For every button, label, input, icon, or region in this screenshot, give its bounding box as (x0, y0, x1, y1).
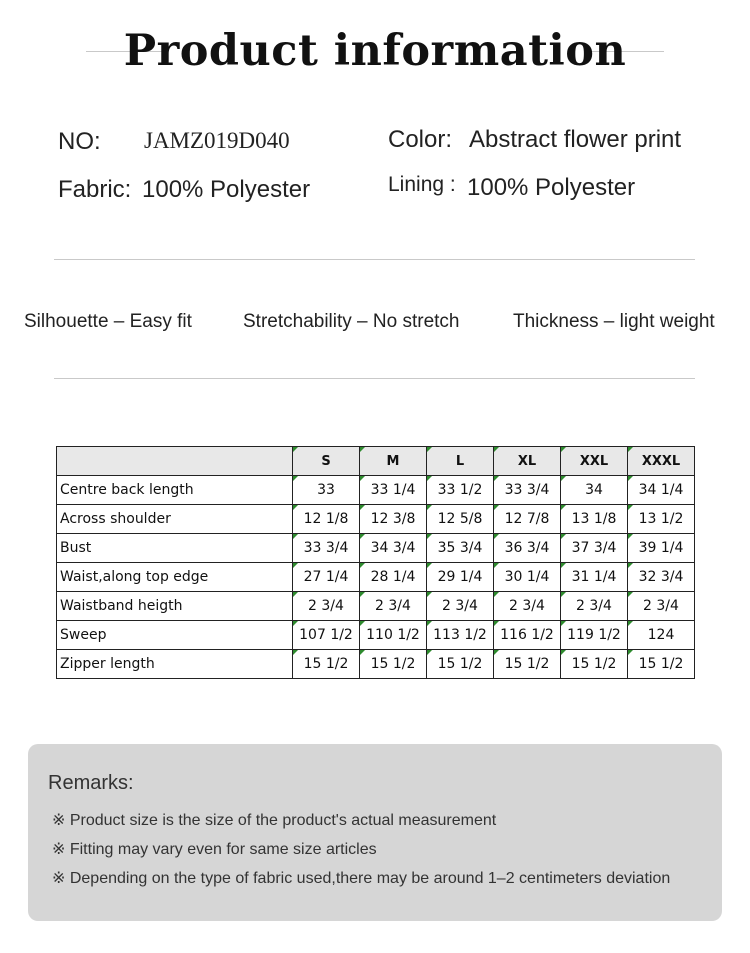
no-label: NO: (58, 128, 101, 155)
table-row (57, 476, 695, 505)
table-cell: 27 1/4 (293, 563, 360, 592)
row-label: Waist,along top edge (57, 563, 293, 592)
row-label: Centre back length (57, 476, 293, 505)
table-cell: 124 (628, 621, 695, 650)
table-cell: 12 1/8 (293, 505, 360, 534)
table-cell: 33 (293, 476, 360, 505)
divider-top (54, 259, 695, 260)
table-cell: 2 3/4 (293, 592, 360, 621)
table-cell: 28 1/4 (360, 563, 427, 592)
silhouette-attr: Silhouette – Easy fit (24, 311, 192, 332)
table-row (57, 534, 695, 563)
table-row (57, 505, 695, 534)
no-value: JAMZ019D040 (144, 128, 290, 153)
table-cell: 39 1/4 (628, 534, 695, 563)
table-cell: 12 5/8 (427, 505, 494, 534)
table-cell: 30 1/4 (494, 563, 561, 592)
table-cell: 33 3/4 (293, 534, 360, 563)
table-cell: 33 1/2 (427, 476, 494, 505)
lining-value: 100% Polyester (467, 174, 636, 201)
table-cell: 37 3/4 (561, 534, 628, 563)
row-label: Waistband heigth (57, 592, 293, 621)
table-cell: 15 1/2 (628, 650, 695, 679)
table-cell: 15 1/2 (293, 650, 360, 679)
remark-item: ※ Depending on the type of fabric used,there may be around 1–2 centimeters deviation (52, 870, 671, 887)
size-header-xxl: XXL (561, 447, 628, 476)
remarks-panel (28, 744, 722, 921)
divider-bottom (54, 378, 695, 379)
table-cell: 36 3/4 (494, 534, 561, 563)
size-table (56, 446, 695, 679)
table-cell: 12 7/8 (494, 505, 561, 534)
remark-item: ※ Fitting may vary even for same size articles (52, 841, 377, 858)
size-header-s: S (293, 447, 360, 476)
size-header-l: L (427, 447, 494, 476)
table-cell: 2 3/4 (427, 592, 494, 621)
table-row (57, 621, 695, 650)
row-label: Zipper length (57, 650, 293, 679)
row-label: Sweep (57, 621, 293, 650)
table-cell: 116 1/2 (494, 621, 561, 650)
stretchability-attr: Stretchability – No stretch (243, 311, 460, 332)
table-cell: 34 3/4 (360, 534, 427, 563)
fabric-label: Fabric: (58, 176, 132, 203)
table-cell: 113 1/2 (427, 621, 494, 650)
table-row (57, 563, 695, 592)
header-blank (57, 447, 293, 476)
table-cell: 15 1/2 (561, 650, 628, 679)
table-cell: 2 3/4 (494, 592, 561, 621)
table-cell: 35 3/4 (427, 534, 494, 563)
table-cell: 31 1/4 (561, 563, 628, 592)
table-cell: 34 1/4 (628, 476, 695, 505)
table-cell: 34 (561, 476, 628, 505)
table-cell: 32 3/4 (628, 563, 695, 592)
table-cell: 15 1/2 (427, 650, 494, 679)
table-row (57, 592, 695, 621)
thickness-attr: Thickness – light weight (513, 311, 715, 332)
table-cell: 15 1/2 (360, 650, 427, 679)
color-value: Abstract flower print (469, 126, 682, 153)
table-cell: 107 1/2 (293, 621, 360, 650)
fabric-value: 100% Polyester (142, 176, 311, 203)
table-cell: 2 3/4 (628, 592, 695, 621)
page-title: Product information (123, 26, 627, 76)
table-cell: 13 1/8 (561, 505, 628, 534)
table-cell: 33 3/4 (494, 476, 561, 505)
size-header-xl: XL (494, 447, 561, 476)
remark-item: ※ Product size is the size of the product's actual measurement (52, 812, 497, 829)
lining-label: Lining : (388, 173, 456, 196)
remarks-title: Remarks: (48, 772, 134, 794)
table-cell: 15 1/2 (494, 650, 561, 679)
table-cell: 12 3/8 (360, 505, 427, 534)
row-label: Across shoulder (57, 505, 293, 534)
row-label: Bust (57, 534, 293, 563)
table-row (57, 650, 695, 679)
size-header-xxxl: XXXL (628, 447, 695, 476)
table-cell: 110 1/2 (360, 621, 427, 650)
color-label: Color: (388, 126, 453, 153)
table-cell: 33 1/4 (360, 476, 427, 505)
table-cell: 2 3/4 (360, 592, 427, 621)
table-cell: 13 1/2 (628, 505, 695, 534)
size-header-m: M (360, 447, 427, 476)
table-cell: 2 3/4 (561, 592, 628, 621)
table-cell: 119 1/2 (561, 621, 628, 650)
table-cell: 29 1/4 (427, 563, 494, 592)
size-table-header (57, 447, 695, 476)
